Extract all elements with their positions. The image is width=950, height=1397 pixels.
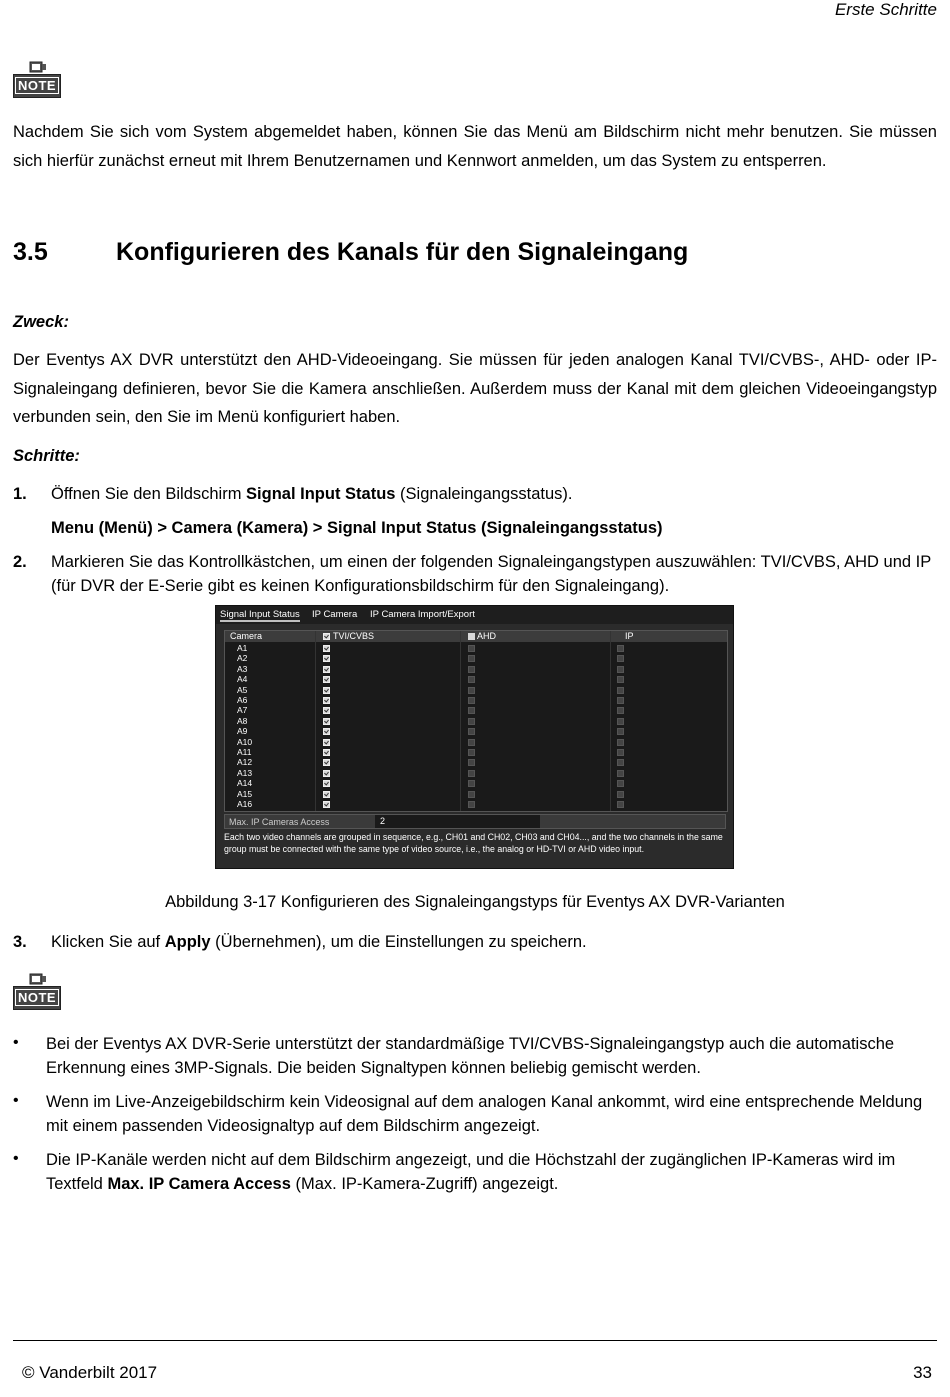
bullet-1-text: Bei der Eventys AX DVR-Serie unterstützt der standardmäßige TVI/CVBS-Signaleingangstyp auch die automatische Erkennung eines 3MP-Signals. Die beiden Signaltypen können beliebig gemischt werden. bbox=[46, 1035, 895, 1077]
ahd-checkbox[interactable] bbox=[468, 770, 475, 777]
ip-checkbox[interactable] bbox=[617, 707, 624, 714]
bullet-dot: • bbox=[13, 1034, 19, 1051]
camera-row-label: A11 bbox=[237, 747, 252, 757]
tvi-cvbs-header-checkbox[interactable] bbox=[323, 633, 330, 640]
note-icon bbox=[13, 972, 61, 1012]
signal-input-status-screenshot bbox=[215, 605, 734, 869]
tab-ip-camera[interactable]: IP Camera bbox=[312, 609, 358, 620]
column-ahd: AHD bbox=[477, 631, 497, 641]
ip-checkbox[interactable] bbox=[617, 718, 624, 725]
tvi-cvbs-checkbox[interactable] bbox=[323, 759, 330, 766]
ahd-header-checkbox[interactable] bbox=[468, 633, 475, 640]
ahd-checkbox[interactable] bbox=[468, 791, 475, 798]
signal-input-status-term: Signal Input Status bbox=[246, 485, 396, 503]
ip-checkbox[interactable] bbox=[617, 791, 624, 798]
ip-checkbox[interactable] bbox=[617, 645, 624, 652]
camera-row-label: A1 bbox=[237, 643, 248, 653]
camera-row-label: A7 bbox=[237, 705, 248, 716]
step-2-number: 2. bbox=[13, 553, 27, 571]
max-ip-cameras-field[interactable]: 2 bbox=[375, 815, 540, 828]
ip-checkbox[interactable] bbox=[617, 655, 624, 662]
tvi-cvbs-checkbox[interactable] bbox=[323, 687, 330, 694]
ip-checkbox[interactable] bbox=[617, 666, 624, 673]
tvi-cvbs-checkbox[interactable] bbox=[323, 739, 330, 746]
steps-heading: Schritte: bbox=[13, 447, 80, 465]
signal-input-table bbox=[224, 630, 728, 812]
figure-caption: Abbildung 3-17 Konfigurieren des Signaleingangstyps für Eventys AX DVR-Varianten bbox=[165, 893, 785, 911]
ip-checkbox[interactable] bbox=[617, 780, 624, 787]
camera-row-label: A15 bbox=[237, 788, 253, 799]
ahd-checkbox[interactable] bbox=[468, 676, 475, 683]
tvi-cvbs-checkbox[interactable] bbox=[323, 666, 330, 673]
note-label: NOTE bbox=[15, 77, 59, 94]
note-label: NOTE bbox=[15, 989, 59, 1006]
camera-row-label: A14 bbox=[237, 778, 253, 789]
ahd-checkbox[interactable] bbox=[468, 718, 475, 725]
ahd-checkbox[interactable] bbox=[468, 655, 475, 662]
intro-note-text: Nachdem Sie sich vom System abgemeldet haben, können Sie das Menü am Bildschirm nicht mehr benutzen. Sie müssen sich hierfür zunächst erneut mit Ihrem Benutzernamen und Kennwort anmelden, um das System zu entsperren. bbox=[13, 123, 937, 170]
apply-term: Apply bbox=[164, 933, 211, 951]
camera-row-label: A16 bbox=[237, 799, 253, 809]
column-camera: Camera bbox=[230, 631, 263, 641]
section-heading bbox=[13, 238, 688, 267]
section-title: Konfigurieren des Kanals für den Signaleingang bbox=[116, 238, 689, 266]
ip-checkbox[interactable] bbox=[617, 697, 624, 704]
ahd-checkbox[interactable] bbox=[468, 780, 475, 787]
step-2-text: Markieren Sie das Kontrollkästchen, um einen der folgenden Signaleingangstypen auszuwählen: TVI/CVBS, AHD und IP (für DVR der E-Serie gibt es keinen Konfigurationsbildschirm für den Signaleingang). bbox=[51, 553, 931, 595]
tvi-cvbs-checkbox[interactable] bbox=[323, 645, 330, 652]
step-1-menu-path: Menu (Menü) > Camera (Kamera) > Signal Input Status (Signaleingangsstatus) bbox=[51, 519, 663, 537]
header-section-title: Erste Schritte bbox=[834, 0, 937, 19]
step-1-text: Öffnen Sie den Bildschirm Signal Input Status (Signaleingangsstatus). bbox=[51, 485, 573, 503]
footer-page-number: 33 bbox=[913, 1363, 932, 1382]
tab-ip-camera-import-export[interactable]: IP Camera Import/Export bbox=[370, 609, 475, 620]
tab-signal-input-status[interactable]: Signal Input Status bbox=[220, 609, 300, 620]
grouping-info-text: Each two video channels are grouped in sequence, e.g., CH01 and CH02, CH03 and CH04..., and the two channels in the same group must be connected with the same type of video source, i.e., the analog or HD-TVI or AHD video input. bbox=[224, 832, 723, 854]
footer-copyright: © Vanderbilt 2017 bbox=[22, 1363, 158, 1382]
tvi-cvbs-checkbox[interactable] bbox=[323, 655, 330, 662]
ip-checkbox[interactable] bbox=[617, 759, 624, 766]
camera-row-label: A10 bbox=[237, 736, 253, 747]
camera-row-label: A2 bbox=[237, 653, 248, 664]
purpose-text: Der Eventys AX DVR unterstützt den AHD-Videoeingang. Sie müssen für jeden analogen Kanal TVI/CVBS-, AHD- oder IP-Signaleingang definieren, bevor Sie die Kamera anschließen. Außerdem muss der Kanal mit dem gleichen Videoeingangstyp verbunden sein, den Sie im Menü konfiguriert haben. bbox=[13, 351, 937, 426]
table-header bbox=[225, 631, 727, 642]
camera-icon bbox=[27, 60, 47, 74]
ip-checkbox[interactable] bbox=[617, 687, 624, 694]
camera-row-label: A3 bbox=[237, 663, 248, 674]
bullet-dot: • bbox=[13, 1150, 19, 1167]
tvi-cvbs-checkbox[interactable] bbox=[323, 728, 330, 735]
step-3-text: Klicken Sie auf Apply (Übernehmen), um die Einstellungen zu speichern. bbox=[51, 933, 587, 951]
ip-checkbox[interactable] bbox=[617, 749, 624, 756]
ahd-checkbox[interactable] bbox=[468, 687, 475, 694]
tvi-cvbs-checkbox[interactable] bbox=[323, 801, 330, 808]
max-ip-cameras-row bbox=[224, 814, 726, 829]
camera-row-label: A9 bbox=[237, 726, 248, 737]
camera-row-label: A5 bbox=[237, 684, 248, 695]
purpose-heading: Zweck: bbox=[13, 313, 69, 331]
ahd-checkbox[interactable] bbox=[468, 749, 475, 756]
footer-divider bbox=[13, 1340, 937, 1341]
tvi-cvbs-checkbox[interactable] bbox=[323, 707, 330, 714]
tvi-cvbs-checkbox[interactable] bbox=[323, 791, 330, 798]
bullet-3-text: Die IP-Kanäle werden nicht auf dem Bildschirm angezeigt, und die Höchstzahl der zugänglichen IP-Kameras wird im Textfeld Max. IP Camera Access (Max. IP-Kamera-Zugriff) angezeigt. bbox=[46, 1151, 896, 1193]
step-1-number: 1. bbox=[13, 485, 27, 503]
tvi-cvbs-checkbox[interactable] bbox=[323, 676, 330, 683]
camera-row-label: A6 bbox=[237, 695, 248, 705]
ip-checkbox[interactable] bbox=[617, 728, 624, 735]
tvi-cvbs-checkbox[interactable] bbox=[323, 749, 330, 756]
camera-row-label: A8 bbox=[237, 715, 248, 726]
step-3-number: 3. bbox=[13, 933, 27, 951]
column-tvi-cvbs: TVI/CVBS bbox=[333, 631, 375, 641]
ip-checkbox[interactable] bbox=[617, 676, 624, 683]
max-ip-cameras-label: Max. IP Cameras Access bbox=[229, 817, 330, 827]
ip-checkbox[interactable] bbox=[617, 770, 624, 777]
ahd-checkbox[interactable] bbox=[468, 759, 475, 766]
screenshot-tab-bar bbox=[216, 606, 733, 624]
ip-checkbox[interactable] bbox=[617, 801, 624, 808]
tvi-cvbs-checkbox[interactable] bbox=[323, 697, 330, 704]
ahd-checkbox[interactable] bbox=[468, 801, 475, 808]
tvi-cvbs-checkbox[interactable] bbox=[323, 780, 330, 787]
ahd-checkbox[interactable] bbox=[468, 707, 475, 714]
camera-icon bbox=[27, 972, 47, 986]
camera-row-label: A13 bbox=[237, 767, 253, 778]
section-number: 3.5 bbox=[13, 238, 48, 266]
ahd-checkbox[interactable] bbox=[468, 666, 475, 673]
max-ip-camera-access-term: Max. IP Camera Access bbox=[107, 1175, 291, 1193]
bullet-dot: • bbox=[13, 1092, 19, 1109]
tvi-cvbs-checkbox[interactable] bbox=[323, 770, 330, 777]
ahd-checkbox[interactable] bbox=[468, 697, 475, 704]
column-ip: IP bbox=[625, 631, 634, 641]
note-icon bbox=[13, 60, 61, 100]
bullet-2-text: Wenn im Live-Anzeigebildschirm kein Videosignal auf dem analogen Kanal ankommt, wird eine entsprechende Meldung mit einem passenden Videosignaltyp auf dem Bildschirm angezeigt. bbox=[46, 1093, 923, 1135]
ahd-checkbox[interactable] bbox=[468, 645, 475, 652]
ahd-checkbox[interactable] bbox=[468, 739, 475, 746]
tvi-cvbs-checkbox[interactable] bbox=[323, 718, 330, 725]
ahd-checkbox[interactable] bbox=[468, 728, 475, 735]
camera-row-label: A4 bbox=[237, 674, 248, 685]
camera-row-label: A12 bbox=[237, 757, 253, 768]
ip-checkbox[interactable] bbox=[617, 739, 624, 746]
